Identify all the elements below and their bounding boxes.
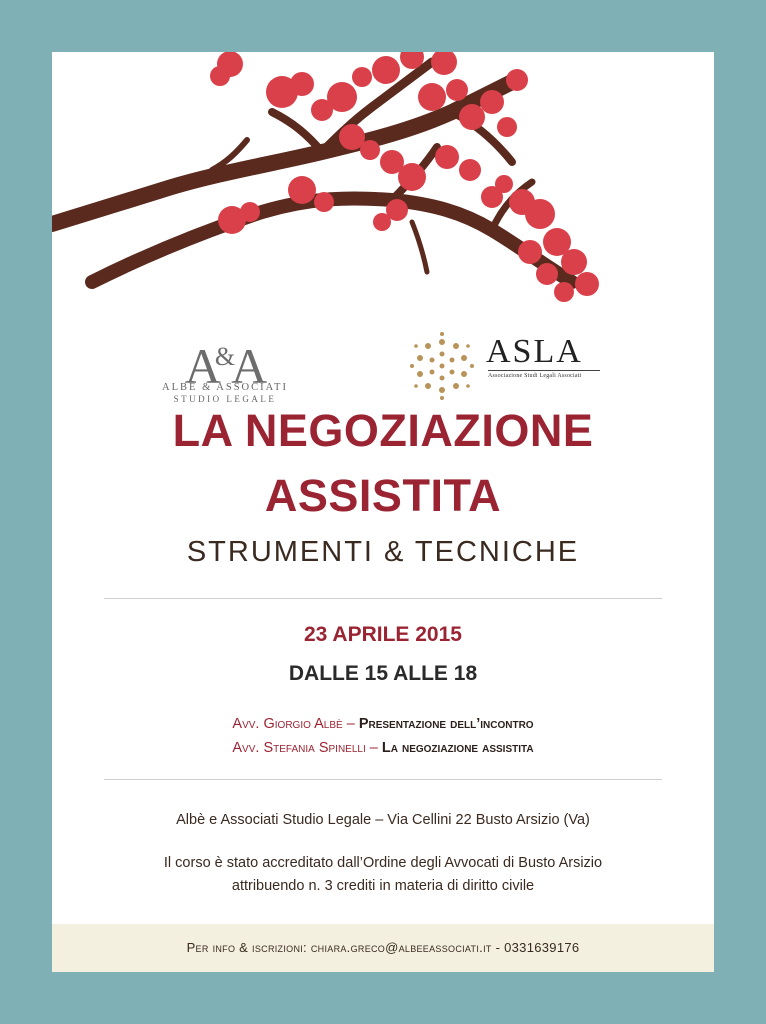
aa-monogram: A&A [184,338,266,394]
asla-wordmark: ASLA [486,333,583,370]
accreditation-line-2: attribuendo n. 3 crediti in materia di diritto civile [231,878,535,894]
asla-logo [406,332,606,402]
title-line-1: LA NEGOZIAZIONE [172,405,594,456]
asla-dots-icon [406,332,478,400]
speaker-name: Avv. Giorgio Albè [232,716,343,732]
divider [104,779,662,780]
asla-subtitle: Associazione Studi Legali Associati [488,373,582,379]
aa-logo-tagline: STUDIO LEGALE [173,394,277,404]
event-date: 23 APRILE 2015 [304,623,462,646]
speaker-separator: – [342,716,359,732]
speaker-topic: La negoziazione assistita [381,740,534,756]
speaker-topic: Presentazione dell’incontro [358,716,534,732]
subtitle: STRUMENTI & TECNICHE [186,536,580,568]
albe-associati-logo [150,330,300,410]
event-time: DALLE 15 ALLE 18 [288,662,478,685]
accreditation-line-1: Il corso è stato accreditato dall’Ordine degli Avvocati di Busto Arsizio [163,855,603,871]
poster [52,52,714,972]
cherry-blossom-branch-illustration [52,52,714,352]
divider [104,598,662,599]
contact-info: Per info & iscrizioni: chiara.greco@albeeassociati.it - 0331639176 [186,940,580,955]
speaker-row [52,738,714,758]
speaker-separator: – [365,740,382,756]
asla-divider [488,370,600,371]
speaker-row [52,714,714,734]
speaker-name: Avv. Stefania Spinelli [232,740,366,756]
aa-logo-name: ALBÈ & ASSOCIATI [162,382,288,393]
venue-address: Albè e Associati Studio Legale – Via Cellini 22 Busto Arsizio (Va) [176,812,590,828]
contact-footer [52,924,714,972]
title-line-2: ASSISTITA [264,470,502,521]
